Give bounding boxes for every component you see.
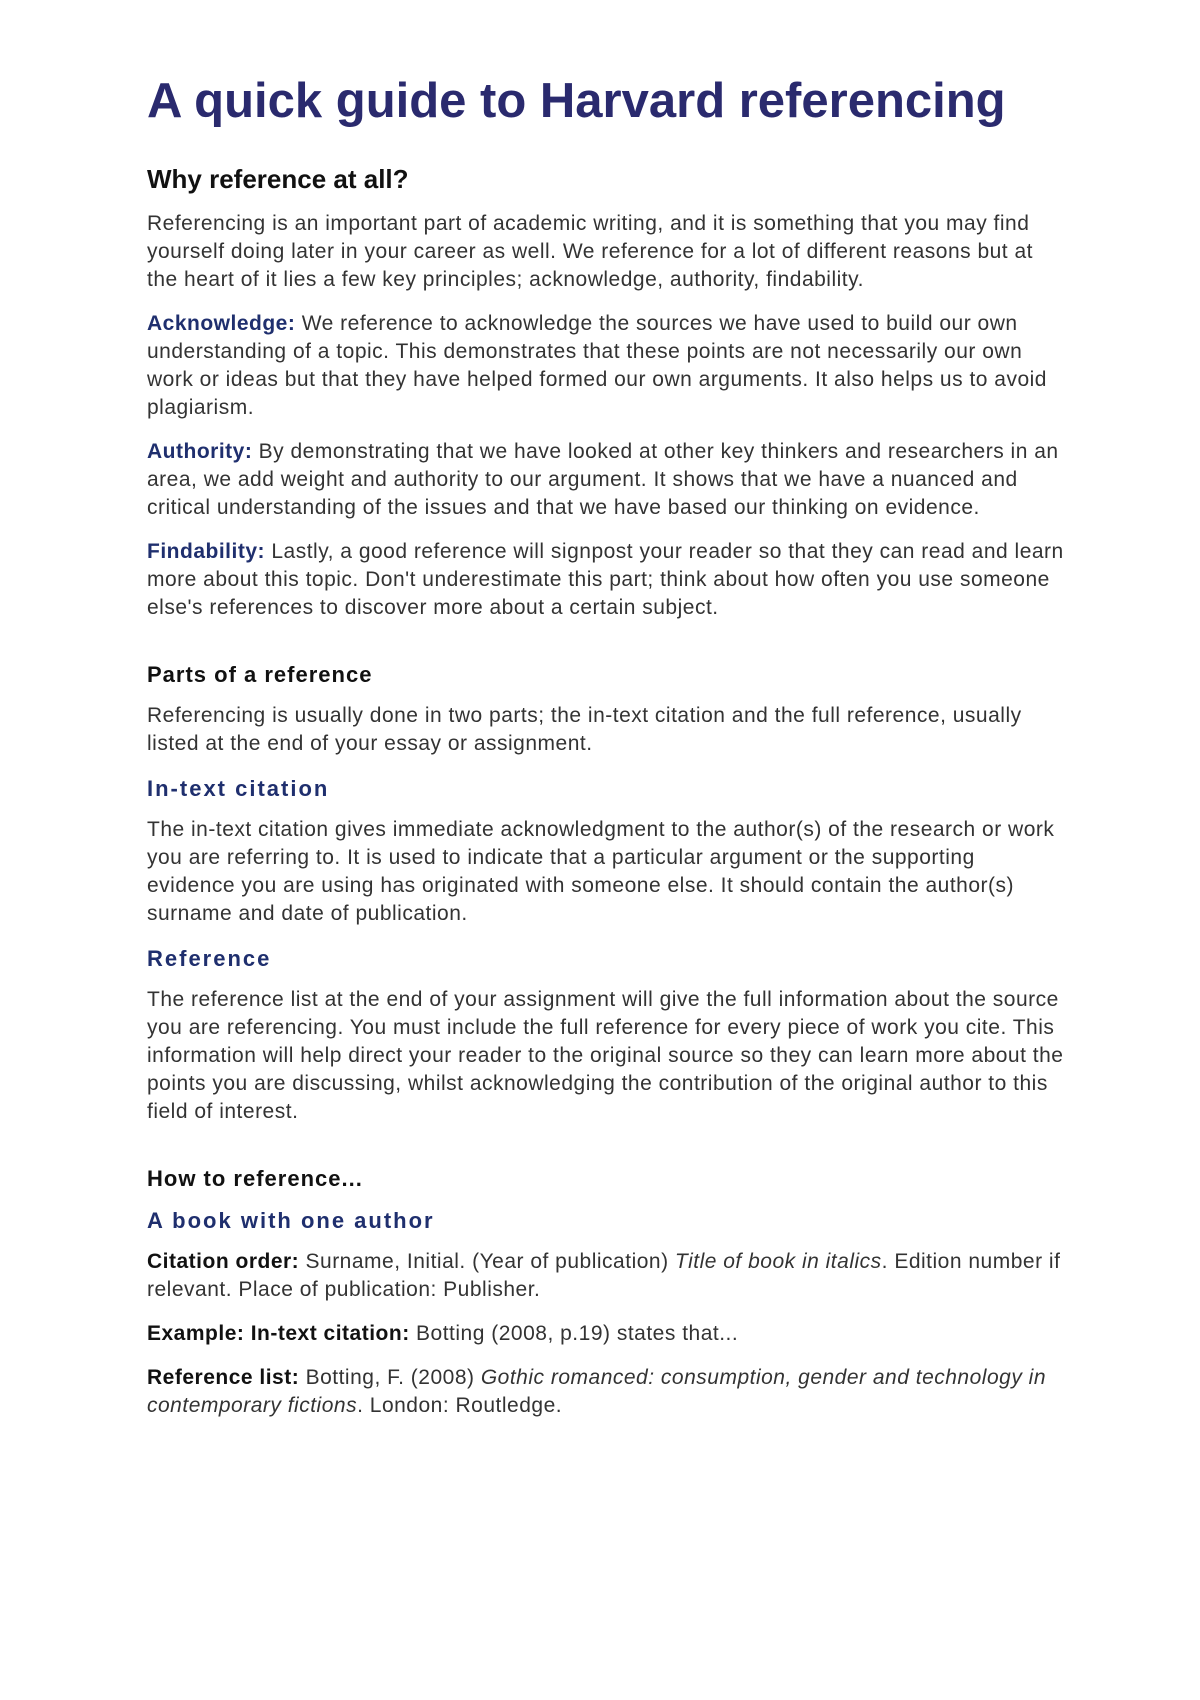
- citation-order-italic: Title of book in italics: [674, 1250, 882, 1273]
- reference-list-part1: Botting, F. (2008): [299, 1366, 481, 1389]
- how-heading: How to reference...: [147, 1166, 363, 1191]
- citation-order-part1: Surname, Initial. (Year of publication): [299, 1250, 675, 1273]
- acknowledge-text: We reference to acknowledge the sources we have used to build our own understanding of a topic. This demonstrates that these points are not necessarily our own work or ideas but that they have helped formed our own arguments. It also helps us to avoid plagiarism.: [147, 312, 1047, 419]
- why-intro: Referencing is an important part of academic writing, and it is something that you may find yourself doing later in your career as well. We reference for a lot of different reasons but at the heart of it lies a few key principles; acknowledge, authority, findability.: [147, 212, 1033, 291]
- acknowledge-term: Acknowledge:: [147, 312, 296, 335]
- example-label: Example: In-text citation:: [147, 1322, 410, 1345]
- page-title: A quick guide to Harvard referencing: [147, 74, 1006, 128]
- authority-text: By demonstrating that we have looked at other key thinkers and researchers in an area, we add weight and authority to our argument. It shows that we have a nuanced and critical understanding of the issues and that we have based our thinking on evidence.: [147, 440, 1059, 519]
- why-heading: Why reference at all?: [147, 164, 409, 194]
- intext-heading: In-text citation: [147, 776, 330, 801]
- parts-heading: Parts of a reference: [147, 662, 373, 687]
- authority-paragraph: [147, 438, 1067, 522]
- reference-list-label: Reference list:: [147, 1366, 300, 1389]
- reference-text: The reference list at the end of your assignment will give the full information about the source you are referencing. You must include the full reference for every piece of work you cite. This information will help direct your reader to the original source so they can learn more about the points you are discussing, whilst acknowledging the contribution of the original author to this field of interest.: [147, 988, 1064, 1123]
- acknowledge-paragraph: [147, 310, 1067, 422]
- book-heading: A book with one author: [147, 1208, 435, 1233]
- reference-heading: Reference: [147, 946, 272, 971]
- example-paragraph: [147, 1320, 1067, 1348]
- example-text: Botting (2008, p.19) states that...: [409, 1322, 739, 1345]
- reference-list-part2: . London: Routledge.: [357, 1394, 563, 1417]
- citation-order-label: Citation order:: [147, 1250, 300, 1273]
- intext-text: The in-text citation gives immediate acknowledgment to the author(s) of the research or work you are referring to. It is used to indicate that a particular argument or the supporting evidence you are using has originated with someone else. It should contain the author(s) surname and date of publication.: [147, 818, 1055, 925]
- citation-order-paragraph: [147, 1248, 1067, 1304]
- reference-list-paragraph: [147, 1364, 1067, 1420]
- document-page: [147, 70, 1067, 1436]
- reference-list-italic: Gothic romanced: consumption, gender and technology in contemporary fictions: [147, 1366, 1046, 1417]
- findability-text: Lastly, a good reference will signpost your reader so that they can read and learn more about this topic. Don't underestimate this part; think about how often you use someone else's references to discover more about a certain subject.: [147, 540, 1064, 619]
- findability-paragraph: [147, 538, 1067, 622]
- spacer: [147, 638, 1067, 660]
- citation-order-part2: . Edition number if relevant. Place of publication: Publisher.: [147, 1250, 1061, 1301]
- authority-term: Authority:: [147, 440, 253, 463]
- spacer: [147, 1142, 1067, 1164]
- findability-term: Findability:: [147, 540, 265, 563]
- parts-intro: Referencing is usually done in two parts; the in-text citation and the full reference, usually listed at the end of your essay or assignment.: [147, 704, 1022, 755]
